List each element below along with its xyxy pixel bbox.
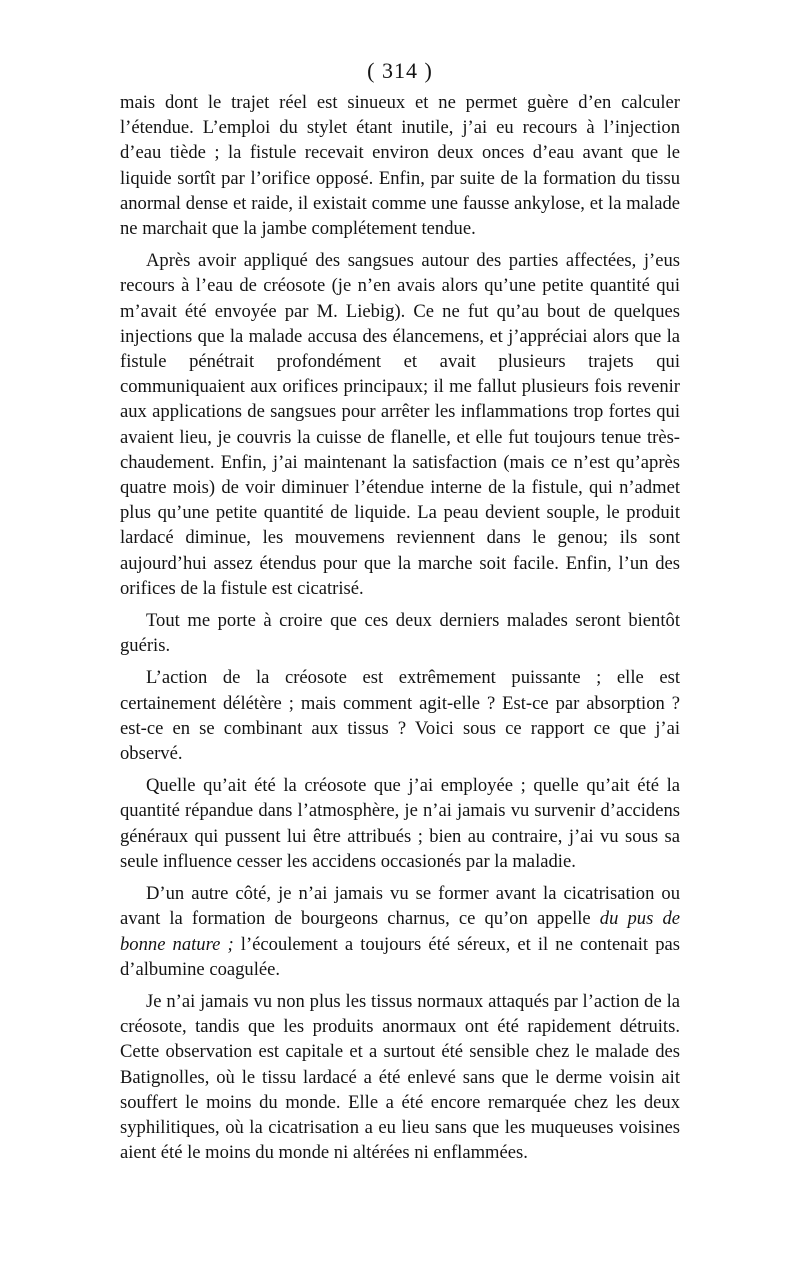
paragraph-3: Tout me porte à croire que ces deux derniers malades seront bientôt guéris. <box>120 610 680 657</box>
paragraph-4: L’action de la créosote est extrêmement puissante ; elle est certainement délétère ; mais comment agit-elle ? Est-ce par absorption ? est-ce en se combinant aux tissus ? Voici sous ce rapport ce que j’ai observé. <box>120 667 680 765</box>
paragraph-6-after: l’écoulement a toujours été séreux, et il ne contenait pas d’albumine coagulée. <box>120 933 680 980</box>
document-page <box>120 56 680 1172</box>
paragraph-2: Après avoir appliqué des sangsues autour des parties affectées, j’eus recours à l’eau de créosote (je n’en avais alors qu’une petite quantité qui m’avait été envoyée par M. Liebig). Ce ne fut qu’au bout de quelques injections que la malade accusa des élancemens, et j’appréciai alors que la fistule pénétrait profondément et avait plusieurs trajets qui communiquaient aux orifices principaux; il me fallut plusieurs fois revenir aux applications de sangsues pour arrêter les inflammations trop fortes qui avaient lieu, je couvris la cuisse de flanelle, et elle fut toujours tenue très-chaudement. Enfin, j’ai maintenant la satisfaction (mais ce n’est qu’après quatre mois) de voir diminuer l’étendue interne de la fistule, qui n’admet plus qu’une petite quantité de liquide. La peau devient souple, le produit lardacé diminue, les mouvemens reviennent dans le genou; ils sont aujourd’hui assez étendus pour que la marche soit facile. Enfin, l’un des orifices de la fistule est cicatrisé. <box>120 250 680 599</box>
paragraph-6-italic: du pus de bonne nature ; <box>120 908 680 955</box>
paragraph-7: Je n’ai jamais vu non plus les tissus normaux attaqués par l’action de la créosote, tandis que les produits anormaux ont été rapidement détruits. Cette observation est capitale et a surtout été sensible chez le malade des Batignolles, où le tissu lardacé a été enlevé sans que le derme voisin ait souffert le moins du monde. Elle a été encore remarquée chez les deux syphilitiques, où la cicatrisation a eu lieu sans que les muqueuses voisines aient été le moins du monde ni altérées ni enflammées. <box>120 990 680 1164</box>
page-number: ( 314 ) <box>367 58 433 83</box>
paragraph-6-before: D’un autre côté, je n’ai jamais vu se former avant la cicatrisation ou avant la formation de bourgeons charnus, ce qu’on appelle <box>120 883 680 930</box>
paragraph-1: mais dont le trajet réel est sinueux et ne permet guère d’en calculer l’étendue. L’emploi du stylet étant inutile, j’ai eu recours à l’injection d’eau tiède ; la fistule recevait environ deux onces d’eau avant que le liquide sortît par l’orifice opposé. Enfin, par suite de la formation du tissu anormal dense et raide, il existait comme une fausse ankylose, et la malade ne marchait que la jambe complétement tendue. <box>120 92 680 240</box>
body-text <box>120 90 680 1165</box>
paragraph-6 <box>120 881 680 982</box>
paragraph-5: Quelle qu’ait été la créosote que j’ai employée ; quelle qu’ait été la quantité répandue dans l’atmosphère, je n’ai jamais vu survenir d’accidens généraux qui pussent lui être attribués ; bien au contraire, j’ai vu sous sa seule influence cesser les accidens occasionés par la maladie. <box>120 775 680 872</box>
